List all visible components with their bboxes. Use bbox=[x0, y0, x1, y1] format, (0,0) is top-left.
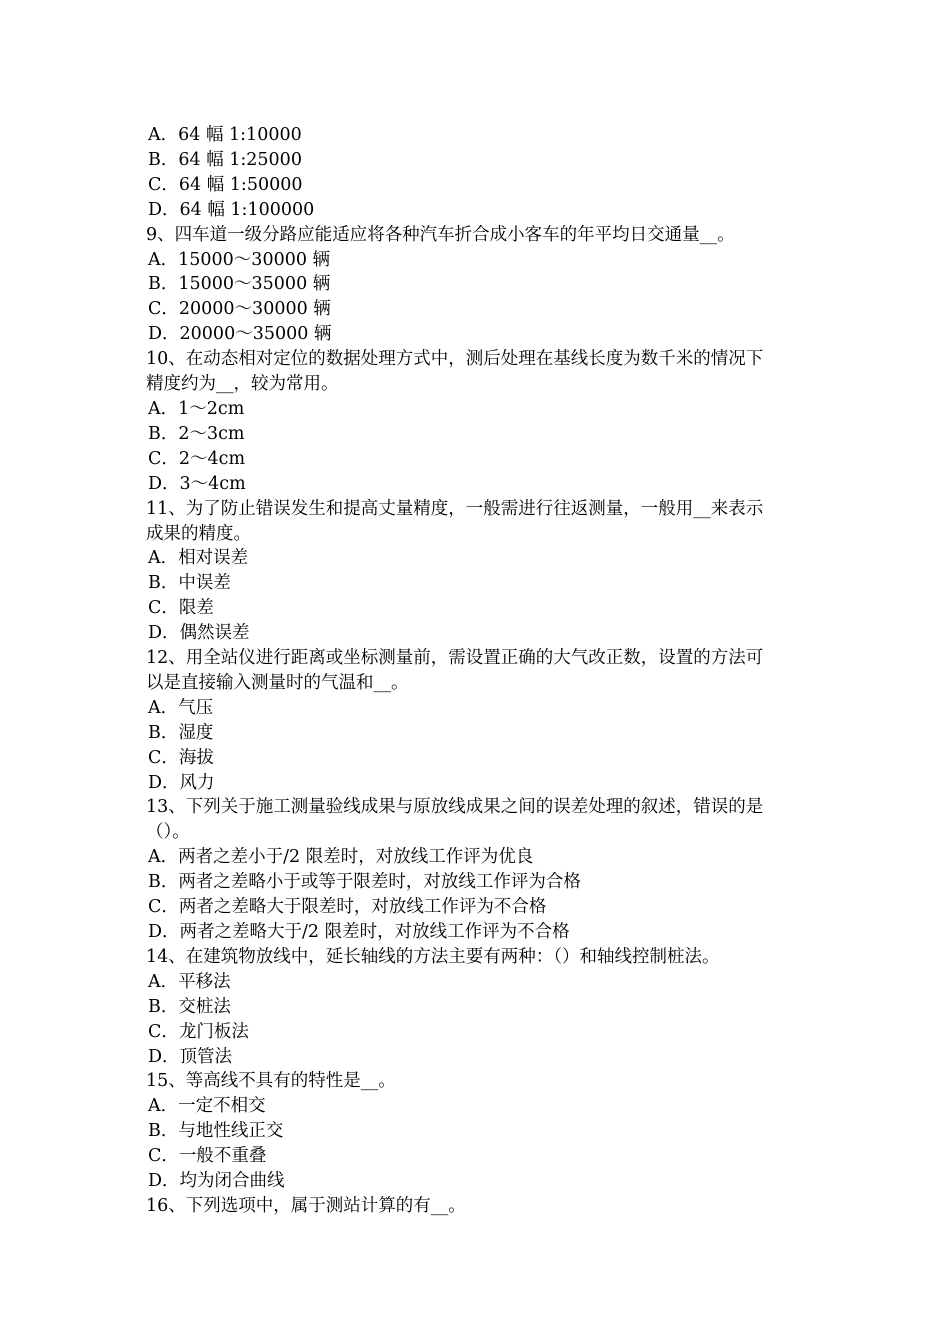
answer-option: D．3～4cm bbox=[148, 473, 246, 494]
answer-option: D．顶管法 bbox=[148, 1046, 233, 1067]
answer-option: D．64 幅 1:100000 bbox=[148, 199, 315, 220]
answer-option: D．偶然误差 bbox=[148, 623, 250, 644]
question-text-line: 13、下列关于施工测量验线成果与原放线成果之间的误差处理的叙述，错误的是 bbox=[146, 797, 764, 818]
answer-option: A．气压 bbox=[148, 697, 214, 718]
question-text-line: 12、用全站仪进行距离或坐标测量前，需设置正确的大气改正数，设置的方法可 bbox=[146, 648, 764, 669]
question-text-line: 15、等高线不具有的特性是__。 bbox=[146, 1071, 396, 1092]
answer-option: A．64 幅 1:10000 bbox=[148, 125, 302, 145]
answer-option: D．风力 bbox=[148, 772, 215, 793]
answer-option: C．龙门板法 bbox=[148, 1021, 249, 1042]
answer-option: B．15000～35000 辆 bbox=[148, 274, 331, 295]
answer-option: B．两者之差略小于或等于限差时，对放线工作评为合格 bbox=[148, 872, 581, 893]
answer-option: A．相对误差 bbox=[148, 548, 249, 569]
question-text-line: 以是直接输入测量时的气温和__。 bbox=[146, 672, 409, 693]
question-text-line: 11、为了防止错误发生和提高丈量精度，一般需进行往返测量，一般用__来表示 bbox=[146, 498, 764, 519]
question-text-line: 16、下列选项中，属于测站计算的有__。 bbox=[146, 1195, 466, 1216]
question-text-line: 9、四车道一级分路应能适应将各种汽车折合成小客车的年平均日交通量__。 bbox=[146, 224, 735, 245]
answer-option: B．湿度 bbox=[148, 722, 214, 743]
answer-option: D．20000～35000 辆 bbox=[148, 324, 332, 345]
answer-option: C．一般不重叠 bbox=[148, 1146, 267, 1167]
answer-option: A．一定不相交 bbox=[148, 1096, 266, 1117]
answer-option: A．15000～30000 辆 bbox=[148, 249, 331, 270]
answer-option: C．2～4cm bbox=[148, 448, 246, 469]
answer-option: C．两者之差略大于限差时，对放线工作评为不合格 bbox=[148, 897, 547, 918]
answer-option: C．海拔 bbox=[148, 747, 214, 768]
answer-option: C．20000～30000 辆 bbox=[148, 299, 331, 320]
document-body bbox=[146, 123, 810, 1219]
answer-option: B．中误差 bbox=[148, 573, 231, 594]
question-text-line: 14、在建筑物放线中，延长轴线的方法主要有两种：（）和轴线控制桩法。 bbox=[146, 946, 720, 967]
question-text-line: 成果的精度。 bbox=[146, 523, 251, 544]
answer-option: A．平移法 bbox=[148, 971, 231, 992]
answer-option: B．64 幅 1:25000 bbox=[148, 149, 302, 170]
question-text-line: 10、在动态相对定位的数据处理方式中，测后处理在基线长度为数千米的情况下 bbox=[146, 349, 764, 370]
answer-option: D．两者之差略大于/2 限差时，对放线工作评为不合格 bbox=[148, 922, 570, 942]
question-text-line: 精度约为__，较为常用。 bbox=[146, 374, 339, 395]
answer-option: B．交桩法 bbox=[148, 996, 231, 1017]
answer-option: A．1～2cm bbox=[148, 398, 245, 419]
answer-option: C．限差 bbox=[148, 598, 214, 619]
answer-option: B．2～3cm bbox=[148, 423, 245, 444]
answer-option: B．与地性线正交 bbox=[148, 1121, 284, 1142]
answer-option: C．64 幅 1:50000 bbox=[148, 174, 303, 195]
answer-option: D．均为闭合曲线 bbox=[148, 1171, 285, 1192]
answer-option: A．两者之差小于/2 限差时，对放线工作评为优良 bbox=[148, 847, 534, 868]
question-text-line: （）。 bbox=[146, 822, 190, 843]
